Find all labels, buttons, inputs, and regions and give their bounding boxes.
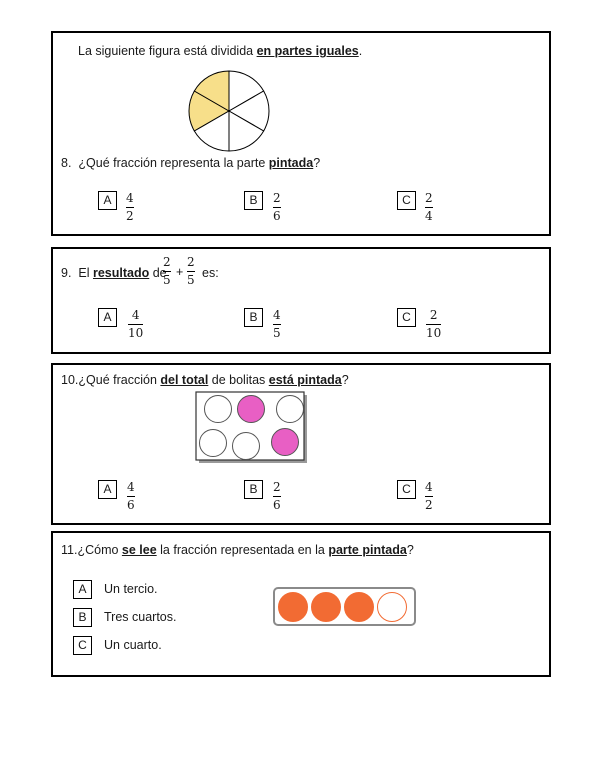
option-letter: A	[98, 191, 117, 210]
question-8-box	[51, 31, 551, 236]
option-letter: C	[397, 308, 416, 327]
option-fraction: 4 2	[425, 480, 433, 512]
option-text: Un cuarto.	[104, 638, 162, 652]
option-letter: A	[98, 308, 117, 327]
option-letter: A	[98, 480, 117, 499]
option-letter: B	[244, 480, 263, 499]
strip-circle	[378, 593, 407, 622]
option-letter: B	[244, 191, 263, 210]
q10-question: 10.¿Qué fracción del total de bolitas está pintada?	[61, 373, 349, 387]
q9-fraction-2: 2 5	[187, 255, 195, 287]
ball-shaded	[238, 396, 265, 423]
strip-circle-shaded	[345, 593, 374, 622]
option-fraction: 2 6	[273, 191, 281, 223]
ball-shaded	[272, 429, 299, 456]
question-10-box	[51, 363, 551, 525]
circles-strip-figure	[273, 587, 417, 627]
option-letter: B	[244, 308, 263, 327]
strip-circle-shaded	[312, 593, 341, 622]
balls-figure	[196, 392, 308, 464]
ball	[200, 430, 227, 457]
q9-question: 9. El resultado de	[61, 266, 167, 280]
option-text: Un tercio.	[104, 582, 158, 596]
question-11-box	[51, 531, 551, 677]
option-fraction: 2 6	[273, 480, 281, 512]
option-letter: C	[397, 191, 416, 210]
option-fraction: 4 5	[273, 308, 281, 340]
option-fraction: 4 10	[128, 308, 144, 340]
option-fraction: 4 2	[126, 191, 134, 223]
q8-question: 8. ¿Qué fracción representa la parte pintada?	[61, 156, 321, 170]
option-fraction: 2 10	[426, 308, 442, 340]
option-letter: C	[397, 480, 416, 499]
ball	[205, 396, 232, 423]
option-text: Tres cuartos.	[104, 610, 177, 624]
ball	[277, 396, 304, 423]
q11-question: 11.¿Cómo se lee la fracción representada en la parte pintada?	[61, 543, 414, 557]
option-letter: C	[73, 636, 92, 655]
option-fraction: 2 4	[425, 191, 433, 223]
q9-question-end: es:	[202, 266, 219, 280]
pie-figure	[188, 70, 270, 152]
question-9-box	[51, 247, 551, 354]
option-letter: A	[73, 580, 92, 599]
option-letter: B	[73, 608, 92, 627]
ball	[233, 433, 260, 460]
strip-circle-shaded	[279, 593, 308, 622]
q9-fraction-1: 2 5	[163, 255, 171, 287]
q8-intro: La siguiente figura está dividida en partes iguales.	[78, 44, 363, 58]
q9-plus-sign: +	[176, 265, 184, 279]
option-fraction: 4 6	[127, 480, 135, 512]
